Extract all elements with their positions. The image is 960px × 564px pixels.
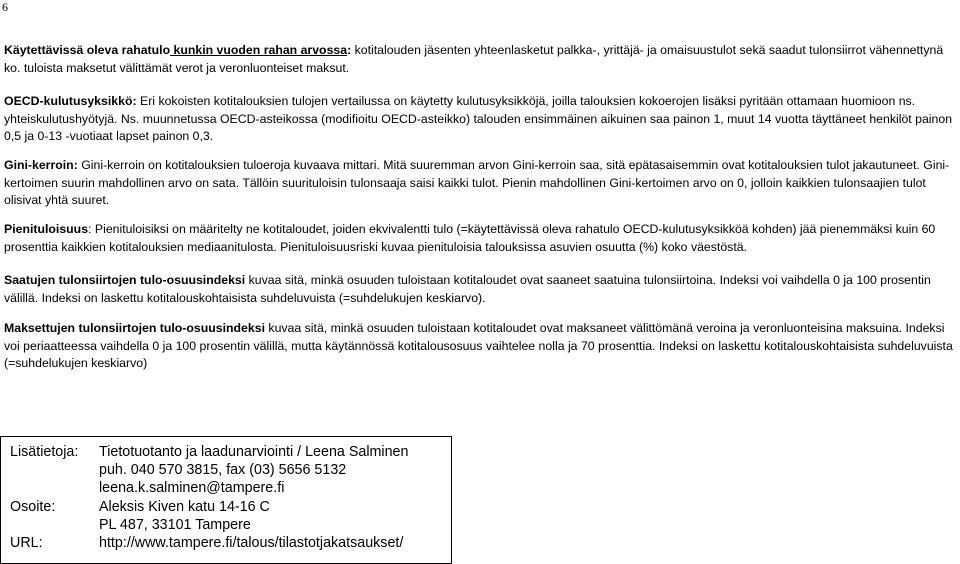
definition-oecd-text: Eri kokoisten kotitalouksien tulojen vertailussa on käytetty kulutusyksikköjä, joilla talouksien kokoerojen lisäksi pyritään ottamaan huomioon ns. yhteiskulutushyötyjä. Ns. muunnetussa OECD-asteikossa (modifioitu OECD-asteikko) talouden ensimmäinen aikuinen saa painon 1, muut 14 vuotta täyttäneet henkilöt painon 0,5 ja 0-13 -vuotiaat lapset painon 0,3. [4,94,953,143]
info-value-postal: PL 487, 33101 Tampere [99,516,251,533]
info-value-address: Aleksis Kiven katu 14-16 C [99,498,270,515]
definition-saatujen [4,272,954,307]
term-gini: Gini-kerroin: [4,158,78,172]
contact-info-box [0,436,452,564]
definition-rahatulo [4,42,954,77]
definition-maksettujen-text: kuvaa sitä, minkä osuuden tuloistaan kotitaloudet ovat maksaneet välittömänä veroina ja veronluonteisina maksuina. Indeksi voi periaatteessa vaihdella 0 ja 100 prosentin välillä, mutta käytännössä kotitalousosuus vaihtelee nolla ja 70 prosenttia. Indeksi on laskettu kotitalouskohtaisista suhdeluvuista (=suhdelukujen keskiarvo) [4,321,953,370]
info-value-url[interactable]: http://www.tampere.fi/talous/tilastotjakatsaukset/ [99,535,404,552]
info-row-postal [10,516,451,534]
definition-pienituloisuus [4,221,954,256]
info-value-contact: Tietotuotanto ja laadunarviointi / Leena Salminen [99,444,409,460]
info-label-url: URL: [10,535,43,552]
definition-gini [4,157,954,210]
term-rahatulo-colon: : [347,43,352,57]
term-pienituloisuus: Pienituloisuus [4,222,89,236]
info-label-contact: Lisätietoja: [10,444,79,460]
page-number: 6 [2,0,8,14]
info-label-postal [10,516,99,534]
info-row-contact [10,443,451,461]
definition-oecd [4,93,954,146]
info-row-url [10,534,451,552]
term-maksettujen: Maksettujen tulonsiirtojen tulo-osuusindeksi [4,321,265,335]
info-row-email [10,479,451,497]
definition-pienituloisuus-text: : Pienituloisiksi on määritelty ne kotitaloudet, joiden ekvivalentti tulo (=käytettävissä oleva rahatulo OECD-kulutusyksikköä kohden) jää pienemmäksi kuin 60 prosenttia kaikkien kotitalouksien mediaanitulosta. Pienituloisuusriski kuvaa pienituloisia talouksissa asuvien osuutta (%) koko väestöstä. [4,222,936,254]
definition-maksettujen [4,320,954,373]
info-label-phone [10,461,99,479]
definition-gini-text: Gini-kerroin on kotitalouksien tuloeroja kuvaava mittari. Mitä suuremman arvon Gini-kerroin saa, sitä epätasaisemmin ovat kotitalouksien tulot jakautuneet. Gini-kertoimen suurin mahdollinen arvo on sata. Tällöin suurituloisin tulonsaaja saisi kaikki tulot. Pienin mahdollinen Gini-kertoimen arvo on 0, jolloin kaikkien tulonsaajien tulot olisivat yhtä suuret. [4,158,950,207]
term-rahatulo-a: Käytettävissä oleva rahatulo [4,43,171,57]
term-saatujen: Saatujen tulonsiirtojen tulo-osuusindeksi [4,273,246,287]
info-value-email[interactable]: leena.k.salminen@tampere.fi [99,480,285,497]
info-label-address: Osoite: [10,498,56,515]
info-value-phone: puh. 040 570 3815, fax (03) 5656 5132 [99,462,347,479]
definition-rahatulo-text: kotitalouden jäsenten yhteenlasketut palkka-, yrittäjä- ja omaisuustulot sekä saadut tulonsiirrot vähennettynä ko. tuloista maksetut välittämät verot ja veronluonteiset maksut. [4,43,944,75]
term-rahatulo-b: kunkin vuoden rahan arvossa [170,43,348,57]
definition-saatujen-text: kuvaa sitä, minkä osuuden tuloistaan kotitaloudet ovat saaneet saatuina tulonsiirtoina. Indeksi voi vaihdella 0 ja 100 prosentin välillä. Indeksi on laskettu kotitalouskohtaisista suhdeluvuista (=suhdelukujen keskiarvo). [4,273,931,305]
term-oecd: OECD-kulutusyksikkö: [4,94,137,108]
info-row-address [10,498,451,516]
info-row-phone [10,461,451,479]
info-label-email [10,479,99,497]
